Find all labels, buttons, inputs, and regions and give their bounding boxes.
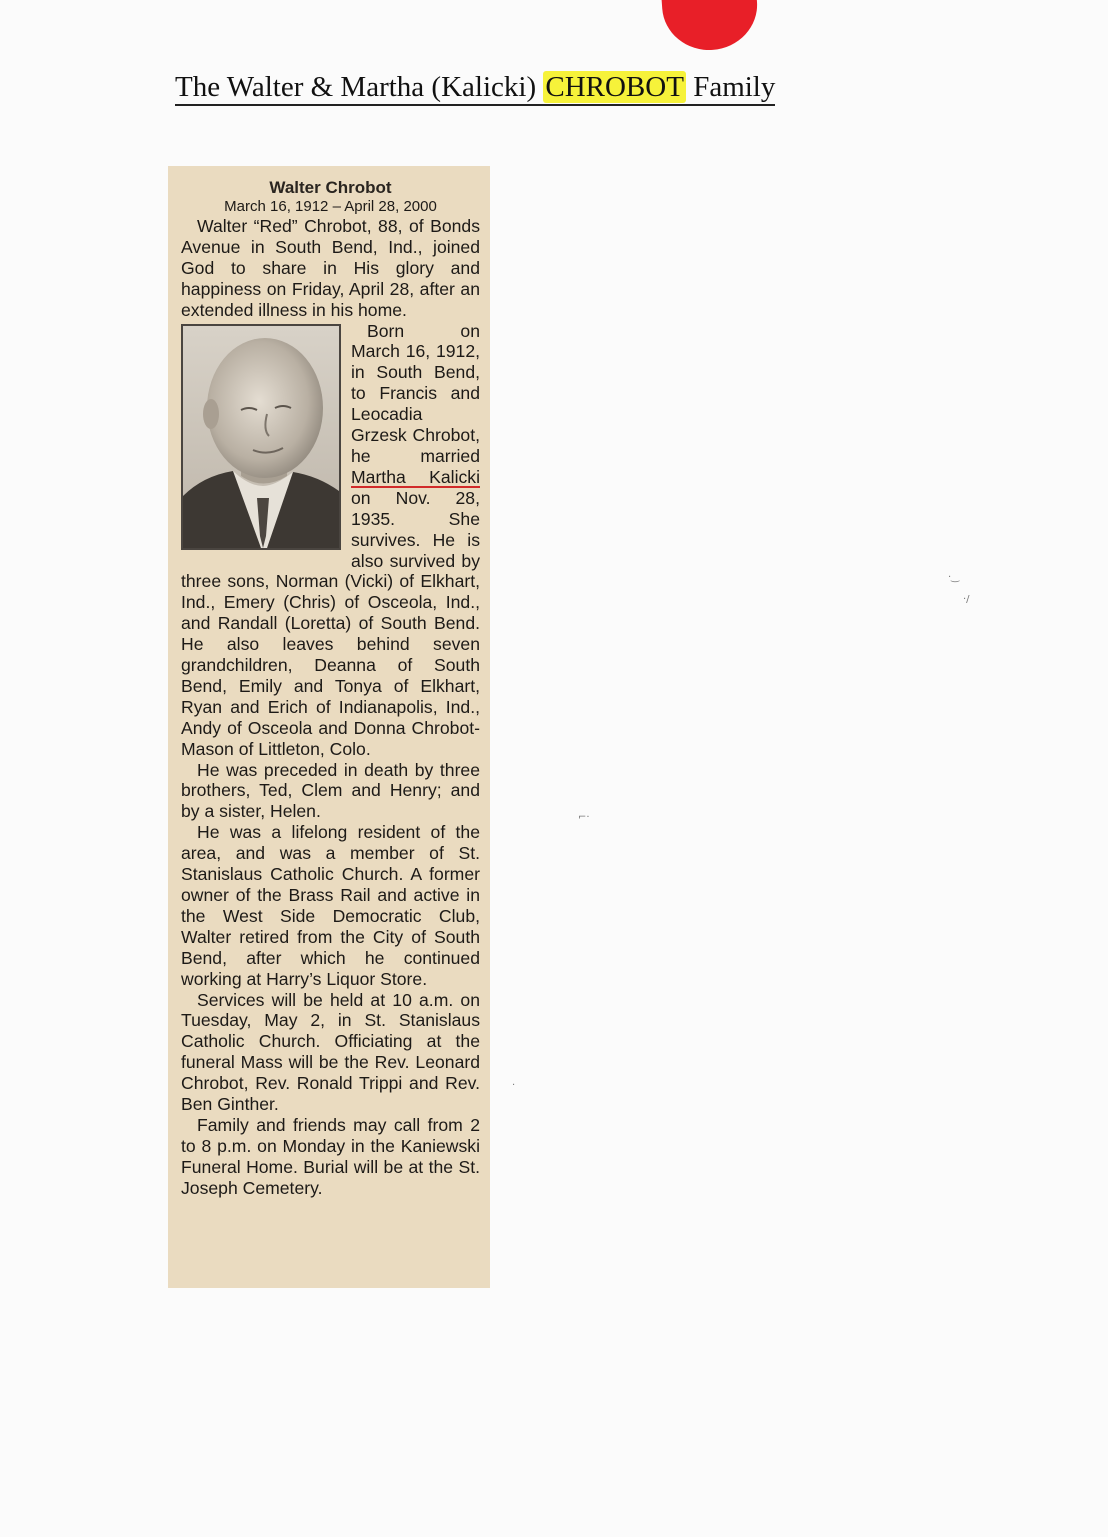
scan-speck: ⌐· bbox=[578, 812, 590, 823]
portrait-image bbox=[183, 326, 339, 548]
title-suffix: Family bbox=[685, 71, 776, 103]
page-title bbox=[175, 70, 775, 106]
title-prefix: The Walter & Martha (Kalicki) bbox=[175, 71, 544, 103]
spouse-name-underlined: Martha Kalicki bbox=[351, 466, 480, 487]
red-sticker bbox=[661, 0, 760, 53]
portrait-photo bbox=[181, 324, 341, 550]
obituary-paragraph-life: He was a lifelong resident of the area, and was a member of St. Stanislaus Catholic Church. A former owner of the Brass Rail and active in the West Side Democratic Club, Walter retired from the City of South Bend, after which he continued working at Harry’s Liquor Store. bbox=[181, 822, 480, 989]
obituary-body bbox=[181, 216, 480, 1199]
obituary-clipping bbox=[168, 166, 490, 1288]
scan-speck: ·‿ bbox=[948, 572, 960, 583]
family-text-after: on Nov. 28, 1935. She survives. He is also survived by three sons, Norman (Vicki) of Elkhart, Ind., Emery (Chris) of Osceola, Ind., and Randall (Loretta) of South Bend. He also leaves behind seven grandchildren, Deanna of South Bend, Emily and Tonya of Elkhart, Ryan and Erich of Indianapolis, Ind., Andy of Osceola and Donna Chrobot-Mason of Littleton, Colo. bbox=[181, 487, 480, 759]
obituary-name: Walter Chrobot bbox=[269, 178, 392, 197]
title-surname-highlight: CHROBOT bbox=[545, 71, 684, 103]
scan-speck: ·/ bbox=[963, 594, 970, 605]
family-text-before: Born on March 16, 1912, in South Bend, to Francis and Leocadia Grzesk Chrobot, he married bbox=[351, 320, 480, 466]
cutoff-text-line bbox=[181, 1284, 479, 1288]
obituary-paragraph-intro bbox=[181, 216, 480, 321]
obituary-paragraph-services: Services will be held at 10 a.m. on Tuesday, May 2, in St. Stanislaus Catholic Church. Officiating at the funeral Mass will be the Rev. Leonard Chrobot, Rev. Ronald Trippi and Rev. Ben Ginther. bbox=[181, 989, 480, 1115]
scan-speck: · bbox=[512, 1080, 516, 1091]
obituary-paragraph-preceded: He was preceded in death by three brothers, Ted, Clem and Henry; and by a sister, Helen. bbox=[181, 759, 480, 822]
obituary-dates: March 16, 1912 – April 28, 2000 bbox=[224, 198, 437, 215]
obituary-paragraph-visitation: Family and friends may call from 2 to 8 p.m. on Monday in the Kaniewski Funeral Home. Burial will be at the St. Joseph Cemetery. bbox=[181, 1114, 480, 1198]
intro-text: Walter “Red” Chrobot, 88, of Bonds Avenue in South Bend, Ind., joined God to share in His glory and happiness on Friday, April 28, after an extended illness in his home. bbox=[181, 216, 480, 320]
